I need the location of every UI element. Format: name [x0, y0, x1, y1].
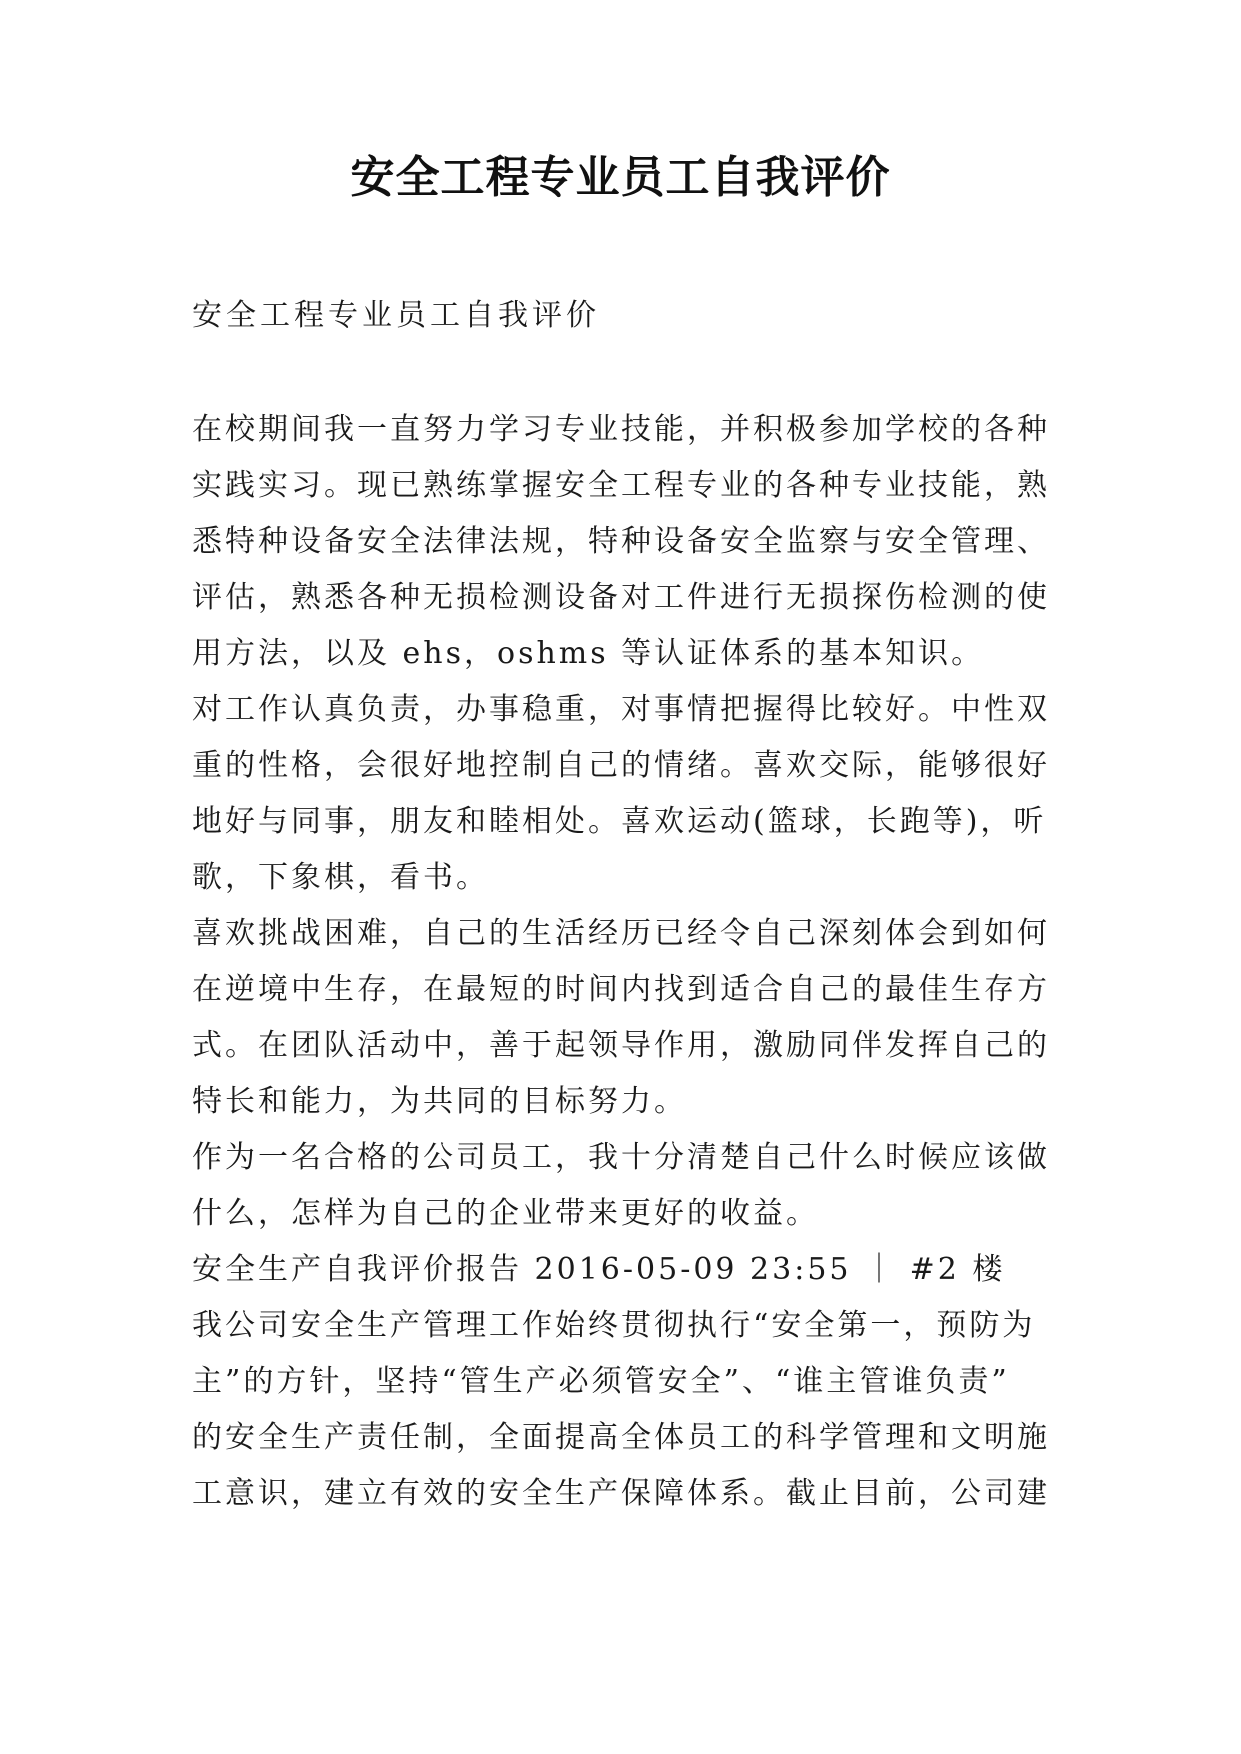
- body-line: 式。在团队活动中，善于起领导作用，激励同伴发挥自己的: [192, 1028, 1050, 1063]
- body-line: 什么，怎样为自己的企业带来更好的收益。: [192, 1196, 819, 1231]
- body-line: 喜欢挑战困难，自己的生活经历已经令自己深刻体会到如何: [192, 916, 1050, 951]
- body-line: 地好与同事，朋友和睦相处。喜欢运动(篮球，长跑等)，听: [192, 804, 1047, 839]
- body-line: 歌，下象棋，看书。: [192, 860, 489, 895]
- body-line: 实践实习。现已熟练掌握安全工程专业的各种专业技能，熟: [192, 468, 1050, 503]
- body-line: 我公司安全生产管理工作始终贯彻执行“安全第一，预防为: [192, 1308, 1036, 1343]
- body-line: 悉特种设备安全法律法规，特种设备安全监察与安全管理、: [192, 524, 1050, 559]
- body-line: 主”的方针，坚持“管生产必须管安全”、“谁主管谁负责”: [192, 1364, 1010, 1399]
- body-line: 在逆境中生存，在最短的时间内找到适合自己的最佳生存方: [192, 972, 1050, 1007]
- body-line: 重的性格，会很好地控制自己的情绪。喜欢交际，能够很好: [192, 748, 1050, 783]
- document-title: 安全工程专业员工自我评价: [350, 152, 891, 203]
- body-line: 工意识，建立有效的安全生产保障体系。截止目前，公司建: [192, 1476, 1050, 1511]
- body-line: 在校期间我一直努力学习专业技能，并积极参加学校的各种: [192, 412, 1050, 447]
- body-line: 作为一名合格的公司员工，我十分清楚自己什么时候应该做: [192, 1140, 1050, 1175]
- body-line: 特长和能力，为共同的目标努力。: [192, 1084, 687, 1119]
- post-header-line: 安全生产自我评价报告 2016-05-09 23:55 ｜ #2 楼: [192, 1252, 1006, 1287]
- body-line: 评估，熟悉各种无损检测设备对工件进行无损探伤检测的使: [192, 580, 1050, 615]
- document-body: [192, 402, 1072, 1522]
- body-line: 对工作认真负责，办事稳重，对事情把握得比较好。中性双: [192, 692, 1050, 727]
- body-line: 用方法，以及 ehs，oshms 等认证体系的基本知识。: [192, 636, 985, 671]
- document-subtitle: 安全工程专业员工自我评价: [192, 298, 600, 333]
- body-line: 的安全生产责任制，全面提高全体员工的科学管理和文明施: [192, 1420, 1050, 1455]
